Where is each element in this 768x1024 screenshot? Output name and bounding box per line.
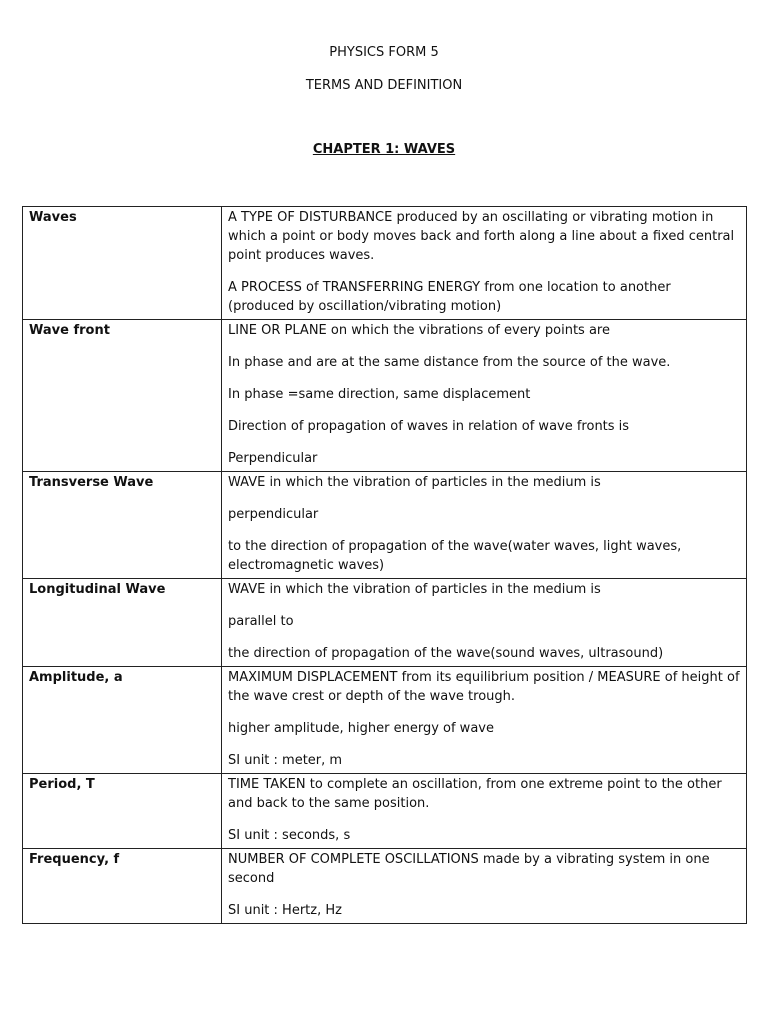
table-row	[23, 320, 747, 472]
definition-paragraph: Perpendicular	[228, 451, 318, 466]
table-row	[23, 774, 747, 849]
definition-cell	[222, 472, 747, 579]
definition-paragraph: the direction of propagation of the wave(sound waves, ultrasound)	[228, 646, 664, 661]
definition-paragraph: TIME TAKEN to complete an oscillation, from one extreme point to the other and back to the same position.	[228, 777, 722, 811]
term-cell: Amplitude, a	[23, 667, 222, 774]
definition-paragraph: MAXIMUM DISPLACEMENT from its equilibrium position / MEASURE of height of the wave crest or depth of the wave trough.	[228, 670, 740, 704]
definition-paragraph: In phase =same direction, same displacement	[228, 387, 531, 402]
table-row	[23, 472, 747, 579]
term-cell: Transverse Wave	[23, 472, 222, 579]
document-subtitle: TERMS AND DEFINITION	[305, 78, 463, 93]
definition-paragraph: perpendicular	[228, 507, 319, 522]
definition-cell	[222, 320, 747, 472]
term-cell: Frequency, f	[23, 849, 222, 924]
table-row	[23, 667, 747, 774]
definition-paragraph: A PROCESS of TRANSFERRING ENERGY from one location to another (produced by oscillation/vibrating motion)	[228, 280, 671, 314]
terms-table-body	[23, 207, 747, 924]
definition-paragraph: Direction of propagation of waves in relation of wave fronts is	[228, 419, 630, 434]
definition-cell	[222, 774, 747, 849]
definition-paragraph: NUMBER OF COMPLETE OSCILLATIONS made by a vibrating system in one second	[228, 852, 710, 886]
definition-paragraph: SI unit : Hertz, Hz	[228, 903, 342, 918]
term-cell: Wave front	[23, 320, 222, 472]
definition-paragraph: A TYPE OF DISTURBANCE produced by an oscillating or vibrating motion in which a point or body moves back and forth along a line about a fixed central point produces waves.	[228, 210, 735, 263]
definition-cell	[222, 849, 747, 924]
chapter-heading: CHAPTER 1: WAVES	[312, 142, 456, 157]
terms-table	[22, 206, 747, 924]
table-row	[23, 579, 747, 667]
definition-cell	[222, 207, 747, 320]
definition-cell	[222, 667, 747, 774]
definition-paragraph: higher amplitude, higher energy of wave	[228, 721, 494, 736]
term-cell: Waves	[23, 207, 222, 320]
table-row	[23, 207, 747, 320]
definition-paragraph: WAVE in which the vibration of particles in the medium is	[228, 475, 601, 490]
definition-paragraph: WAVE in which the vibration of particles in the medium is	[228, 582, 601, 597]
term-cell: Period, T	[23, 774, 222, 849]
definition-paragraph: parallel to	[228, 614, 294, 629]
document-title: PHYSICS FORM 5	[329, 45, 439, 60]
definition-paragraph: LINE OR PLANE on which the vibrations of every points are	[228, 323, 610, 338]
term-cell: Longitudinal Wave	[23, 579, 222, 667]
definition-paragraph: SI unit : meter, m	[228, 753, 343, 768]
definition-paragraph: SI unit : seconds, s	[228, 828, 351, 843]
table-row	[23, 849, 747, 924]
definition-cell	[222, 579, 747, 667]
definition-paragraph: to the direction of propagation of the wave(water waves, light waves, electromagnetic waves)	[228, 539, 682, 573]
definition-paragraph: In phase and are at the same distance from the source of the wave.	[228, 355, 671, 370]
